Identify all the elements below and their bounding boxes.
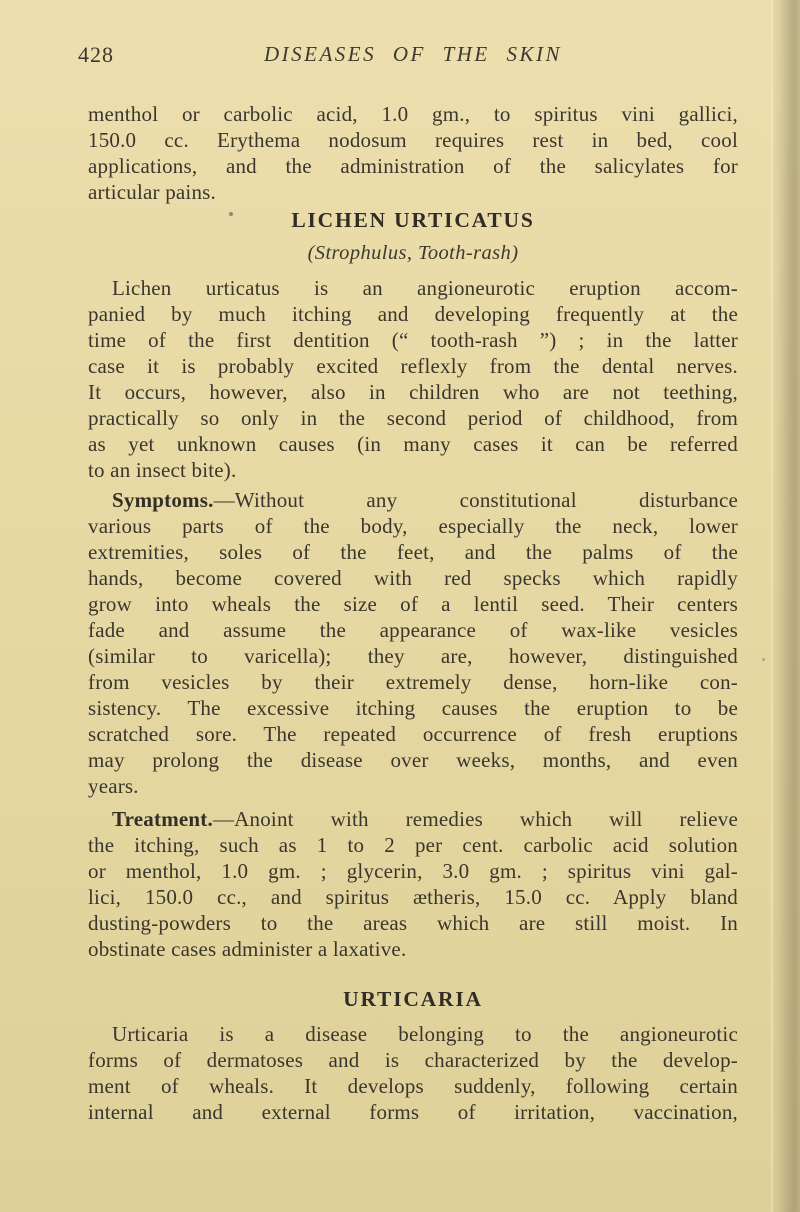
text-line: obstinate cases administer a laxative.: [88, 937, 407, 961]
text-line: Urticaria is a disease belonging to the angioneurotic: [112, 1022, 738, 1046]
urticaria-intro-paragraph: [88, 1021, 738, 1125]
text-line: scratched sore. The repeated occurrence of fresh eruptions: [88, 722, 738, 746]
text-line: menthol or carbolic acid, 1.0 gm., to spiritus vini gallici,: [88, 102, 738, 126]
text-line: practically so only in the second period of childhood, from: [88, 406, 738, 430]
text-line: ment of wheals. It develops suddenly, following certain: [88, 1074, 738, 1098]
text-line: as yet unknown causes (in many cases it can be referred: [88, 432, 738, 456]
text-line: may prolong the disease over weeks, months, and even: [88, 748, 738, 772]
text-line: (similar to varicella); they are, however, distinguished: [88, 644, 738, 668]
intro-paragraph: [88, 101, 738, 205]
text-line: Lichen urticatus is an angioneurotic eruption accom-: [112, 276, 738, 300]
page-header: [78, 42, 738, 68]
text-line: hands, become covered with red specks which rapidly: [88, 566, 738, 590]
text-column: [88, 101, 738, 1125]
text-line: to an insect bite).: [88, 458, 237, 482]
text-line: various parts of the body, especially the neck, lower: [88, 514, 738, 538]
text-line: from vesicles by their extremely dense, horn-like con-: [88, 670, 738, 694]
text-line: sistency. The excessive itching causes the eruption to be: [88, 696, 738, 720]
section-title-lichen-urticatus: LICHEN URTICATUS: [291, 208, 535, 232]
text-line: lici, 150.0 cc., and spiritus ætheris, 15.0 cc. Apply bland: [88, 885, 738, 909]
text-line: applications, and the administration of the salicylates for: [88, 154, 738, 178]
page-number: 428: [78, 42, 114, 67]
text-line: Treatment.—Anoint with remedies which will relieve: [112, 807, 738, 831]
text-line: extremities, soles of the feet, and the palms of the: [88, 540, 738, 564]
text-line: the itching, such as 1 to 2 per cent. carbolic acid solution: [88, 833, 738, 857]
text-line: internal and external forms of irritation, vaccination,: [88, 1100, 738, 1124]
text-line: grow into wheals the size of a lentil seed. Their centers: [88, 592, 738, 616]
ink-speck: [762, 658, 765, 661]
ink-speck: [229, 212, 233, 216]
text-line: forms of dermatoses and is characterized by the develop-: [88, 1048, 738, 1072]
section-title-urticaria: URTICARIA: [343, 987, 483, 1011]
treatment-paragraph: [88, 806, 738, 962]
text-line: fade and assume the appearance of wax-like vesicles: [88, 618, 738, 642]
text-line: Symptoms.—Without any constitutional disturbance: [112, 488, 738, 512]
text-line: or menthol, 1.0 gm. ; glycerin, 3.0 gm. ; spiritus vini gal-: [88, 859, 738, 883]
text-line: case it is probably excited reflexly from the dental nerves.: [88, 354, 738, 378]
text-line: dusting-powders to the areas which are still moist. In: [88, 911, 738, 935]
text-line: 150.0 cc. Erythema nodosum requires rest in bed, cool: [88, 128, 738, 152]
section-subtitle-strophulus: (Strophulus, Tooth-rash): [307, 242, 519, 264]
running-head: DISEASES OF THE SKIN: [263, 42, 563, 66]
text-line: panied by much itching and developing frequently at the: [88, 302, 738, 326]
text-line: time of the first dentition (“ tooth-rash ”) ; in the latter: [88, 328, 738, 352]
symptoms-paragraph: [88, 487, 738, 799]
text-line: articular pains.: [88, 180, 216, 204]
lichen-overview-paragraph: [88, 275, 738, 483]
text-line: It occurs, however, also in children who are not teething,: [88, 380, 738, 404]
text-line: years.: [88, 774, 139, 798]
page-edge-shadow: [770, 0, 800, 1212]
